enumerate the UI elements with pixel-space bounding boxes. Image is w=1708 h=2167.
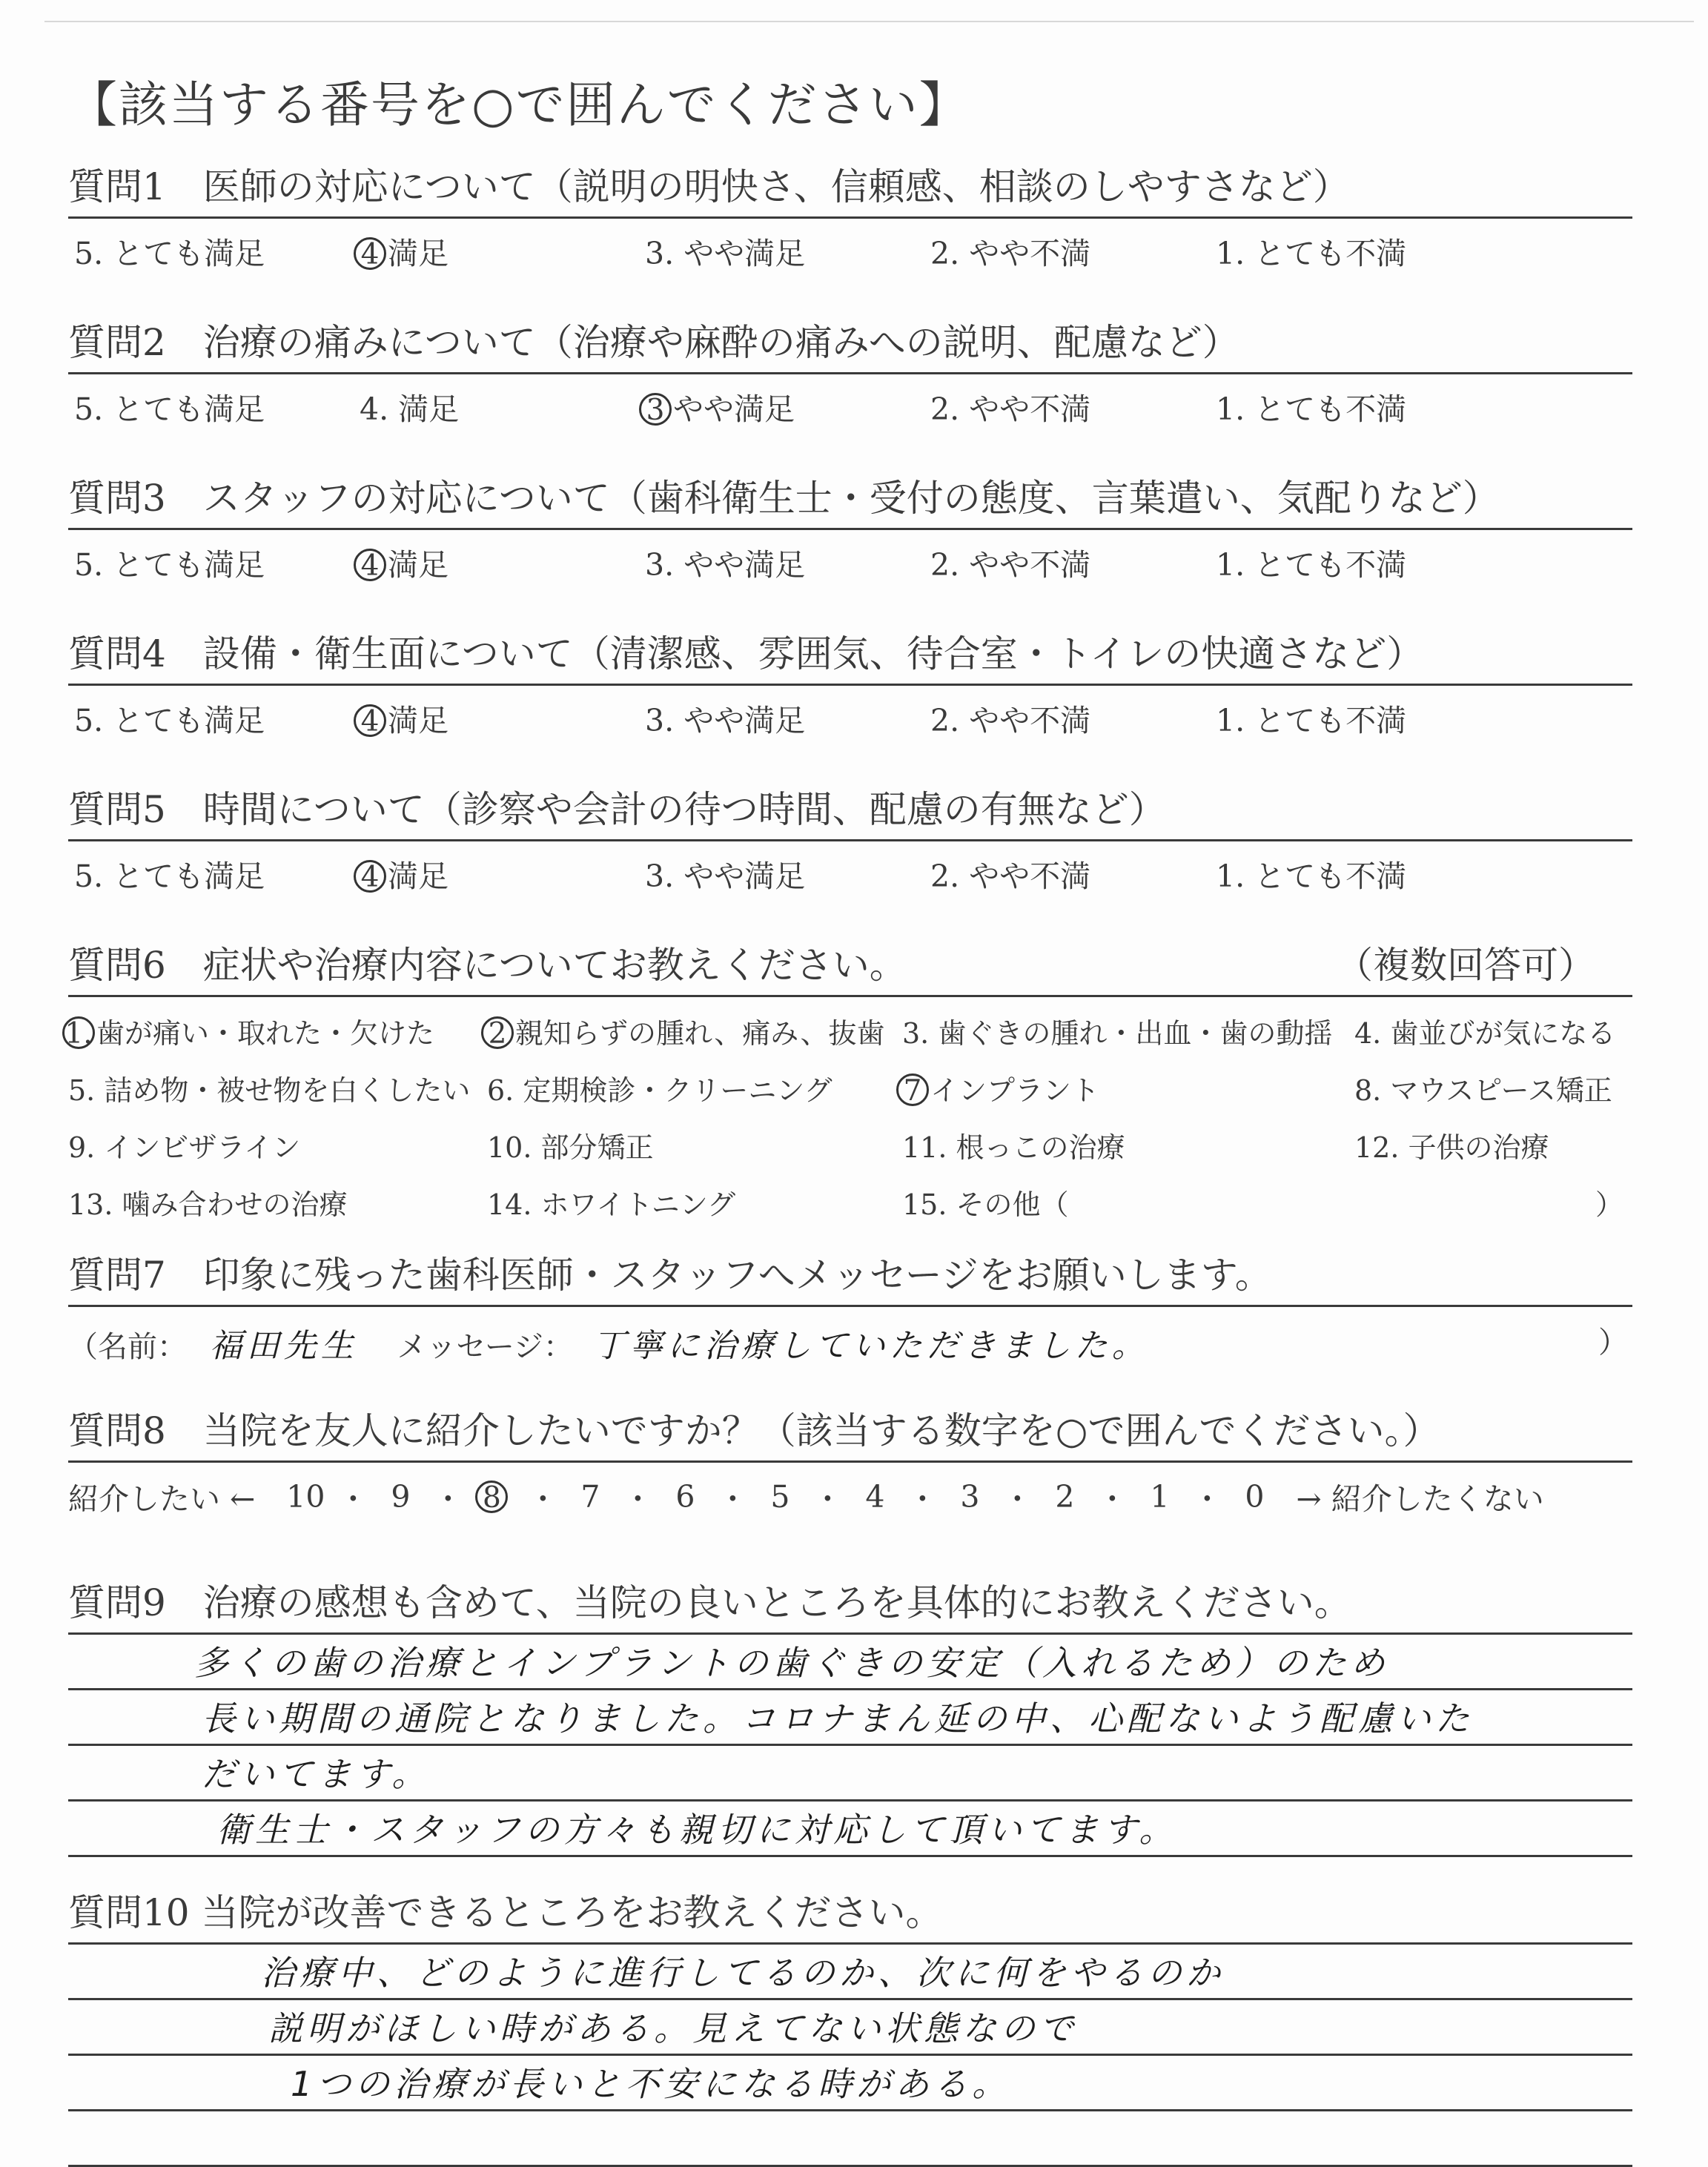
rule	[68, 684, 1632, 686]
rating-option-3[interactable]	[639, 696, 924, 740]
rating-option-label: 満足	[388, 703, 448, 738]
rating-option-2[interactable]	[924, 696, 1210, 740]
rating-option-label: 5. とても満足	[74, 547, 265, 583]
symptom-option-label: その他（	[956, 1188, 1069, 1221]
answer-line	[68, 2111, 1632, 2167]
symptom-option-label: 歯並びが気になる	[1390, 1017, 1616, 1050]
answer-text: 衛生士・スタッフの方々も親切に対応して頂いてます。	[216, 1810, 1178, 1850]
symptom-option-number: 5.	[68, 1074, 105, 1107]
rating-option-2[interactable]	[924, 385, 1210, 429]
symptom-option-label: マウスピース矯正	[1390, 1074, 1612, 1107]
close-paren: ）	[1598, 1326, 1628, 1360]
rating-option-label: 3. やや満足	[645, 858, 806, 894]
rating-option-3[interactable]	[639, 852, 924, 896]
rating-option-label: 1. とても不満	[1216, 391, 1407, 427]
symptom-option-label: 定期検診・クリーニング	[523, 1074, 833, 1107]
symptom-option[interactable]	[487, 1068, 902, 1108]
scale-number[interactable]: 2	[1055, 1478, 1075, 1515]
selected-circle-mark: 4	[354, 704, 386, 737]
symptom-option[interactable]	[68, 1182, 487, 1223]
symptom-option-label: 根っこの治療	[956, 1131, 1125, 1164]
symptom-option[interactable]	[902, 1010, 1354, 1051]
question-7	[68, 1245, 1632, 1363]
rating-option-label: 3. やや満足	[645, 703, 806, 738]
selected-circle-mark: 1.	[62, 1016, 95, 1049]
answer-text: 多くの歯の治療とインプラントの歯ぐきの安定（入れるため）のため	[194, 1643, 1389, 1683]
answer-line	[68, 1945, 1632, 2000]
rating-option-label: 4. 満足	[360, 391, 460, 427]
rating-option-3[interactable]	[639, 540, 924, 584]
rating-option-3[interactable]	[639, 229, 924, 273]
answer-line	[68, 1746, 1632, 1802]
rule	[68, 216, 1632, 219]
symptom-options-grid	[64, 1010, 1632, 1223]
scale-number[interactable]: 9	[391, 1478, 411, 1515]
selected-circle-mark: 7	[896, 1073, 929, 1106]
message-label: メッセージ：	[397, 1330, 574, 1364]
question-8-title: 質問8 当院を友人に紹介したいですか？（該当する数字を○で囲んでください。）	[68, 1409, 1440, 1452]
rule	[68, 1460, 1632, 1463]
rating-option-label: 2. やや不満	[930, 236, 1091, 271]
scale-separator: ・	[717, 1481, 748, 1517]
rule	[68, 1305, 1632, 1307]
rule	[68, 839, 1632, 841]
rating-option-4[interactable]	[354, 696, 639, 740]
scale-number[interactable]	[471, 1479, 519, 1515]
rating-option-5[interactable]	[68, 696, 354, 740]
scale-separator: ・	[812, 1481, 843, 1517]
scale-number[interactable]: 0	[1245, 1478, 1265, 1515]
symptom-option-number: 12.	[1354, 1131, 1409, 1164]
symptom-option[interactable]	[64, 1010, 487, 1051]
multiple-answer-note: （複数回答可）	[1336, 944, 1595, 987]
rating-option-1[interactable]	[1210, 229, 1495, 273]
symptom-option-number: 15.	[902, 1188, 956, 1221]
message-value: 丁寧に治療していただきました。	[592, 1327, 1149, 1365]
symptom-option-label: 詰め物・被せ物を白くしたい	[104, 1074, 471, 1107]
answer-text: だいてます。	[202, 1754, 431, 1794]
rating-option-label: やや満足	[673, 391, 795, 427]
symptom-option-number: 8.	[1354, 1074, 1391, 1107]
scale-separator: ・	[1002, 1481, 1033, 1517]
scale-number[interactable]: 7	[580, 1478, 600, 1515]
question-6-title-text: 質問6 症状や治療内容についてお教えください。	[68, 944, 907, 987]
symptom-option-label: ）	[1595, 1188, 1623, 1221]
rating-option-2[interactable]	[924, 852, 1210, 896]
rating-option-label: 3. やや満足	[645, 236, 806, 271]
scale-separator: ・	[1191, 1481, 1222, 1517]
rating-options	[68, 696, 1632, 740]
question-5	[68, 780, 1632, 896]
scale-separator: ・	[432, 1481, 463, 1517]
rating-option-4[interactable]	[354, 229, 639, 273]
symptom-option-label: 歯ぐきの腫れ・出血・歯の動揺	[938, 1017, 1333, 1050]
symptom-option-label: 歯が痛い・取れた・欠けた	[96, 1017, 435, 1050]
rating-option-1[interactable]	[1210, 385, 1495, 429]
rating-option-1[interactable]	[1210, 696, 1495, 740]
rating-option-4[interactable]	[354, 852, 639, 896]
rating-option-1[interactable]	[1210, 852, 1495, 896]
symptom-option-label: インビザライン	[104, 1131, 301, 1164]
answer-text: 長い期間の通院となりました。コロナまん延の中、心配ないよう配慮いた	[202, 1698, 1474, 1738]
scale-number[interactable]: 5	[770, 1478, 790, 1515]
rating-options	[68, 852, 1632, 896]
question-5-title: 質問5 時間について（診察や会計の待つ時間、配慮の有無など）	[68, 788, 1166, 831]
symptom-option-label: 親知らずの腫れ、痛み、抜歯	[515, 1017, 885, 1050]
rating-option-label: 3. やや満足	[645, 547, 806, 583]
symptom-option-label: 噛み合わせの治療	[122, 1188, 348, 1221]
scale-separator: ・	[1096, 1481, 1128, 1517]
rating-option-label: 5. とても満足	[74, 858, 265, 894]
answer-line	[68, 2000, 1632, 2056]
question-9-title: 質問9 治療の感想も含めて、当院の良いところを具体的にお教えください。	[68, 1581, 1351, 1624]
rating-option-label: 1. とても不満	[1216, 703, 1407, 738]
symptom-option[interactable]	[902, 1182, 1354, 1223]
symptom-option-label: 部分矯正	[540, 1131, 654, 1164]
rating-option-label: 1. とても不満	[1216, 236, 1407, 271]
rating-option-label: 5. とても満足	[74, 236, 265, 271]
scale-right-label: → 紹介したくない	[1296, 1481, 1544, 1517]
symptom-option[interactable]	[902, 1068, 1354, 1108]
question-3	[68, 469, 1632, 584]
rating-option-2[interactable]	[924, 540, 1210, 584]
symptom-option-number: 11.	[902, 1131, 956, 1164]
selected-circle-mark: 3	[639, 393, 672, 426]
answer-line	[68, 1635, 1632, 1690]
scale-number[interactable]: 6	[675, 1478, 695, 1515]
symptom-option-number: 3.	[902, 1017, 939, 1050]
rating-option-label: 2. やや不満	[930, 547, 1091, 583]
rating-option-label: 満足	[388, 547, 448, 583]
rule	[68, 995, 1632, 997]
symptom-option[interactable]	[1354, 1068, 1632, 1108]
rating-option-label: 2. やや不満	[930, 391, 1091, 427]
symptom-option[interactable]	[68, 1125, 487, 1165]
rating-option-label: 満足	[388, 236, 448, 271]
rating-option-5[interactable]	[68, 852, 354, 896]
question-3-title: 質問3 スタッフの対応について（歯科衛生士・受付の態度、言葉遣い、気配りなど）	[68, 477, 1500, 520]
symptom-option[interactable]	[1354, 1010, 1632, 1051]
question-4	[68, 624, 1632, 740]
rating-option-5[interactable]	[68, 385, 354, 429]
scale-number[interactable]: 1	[1150, 1478, 1170, 1515]
rule	[68, 372, 1632, 374]
rating-option-4[interactable]	[354, 540, 639, 584]
answer-line	[68, 2056, 1632, 2111]
selected-circle-mark: 2	[481, 1016, 514, 1049]
recommend-scale	[68, 1475, 1632, 1518]
answer-text: 1つの治療が長いと不安になる時がある。	[291, 2064, 1011, 2104]
question-8	[68, 1401, 1632, 1518]
answer-lines	[68, 1635, 1632, 1857]
message-line	[68, 1319, 1632, 1363]
symptom-option[interactable]	[68, 1068, 487, 1108]
selected-circle-mark: 4	[354, 860, 386, 893]
rating-option-5[interactable]	[68, 540, 354, 584]
selected-circle-mark: 4	[354, 549, 386, 581]
symptom-option[interactable]	[487, 1010, 902, 1051]
rating-option-label: 1. とても不満	[1216, 858, 1407, 894]
rating-option-label: 2. やや不満	[930, 703, 1091, 738]
rating-options	[68, 385, 1632, 429]
symptom-option[interactable]	[902, 1125, 1354, 1165]
scale-separator: ・	[907, 1481, 938, 1517]
answer-line	[68, 1690, 1632, 1746]
rating-option-5[interactable]	[68, 229, 354, 273]
symptom-option-number: 10.	[487, 1131, 541, 1164]
question-1-title: 質問1 医師の対応について（説明の明快さ、信頼感、相談のしやすさなど）	[68, 165, 1350, 208]
answer-text: 治療中、どのように進行してるのか、次に何をやるのか	[261, 1953, 1225, 1993]
scale-separator: ・	[622, 1481, 653, 1517]
symptom-option-number: 13.	[68, 1188, 122, 1221]
top-border	[44, 21, 1694, 22]
rating-option-1[interactable]	[1210, 540, 1495, 584]
question-6-title	[68, 936, 1632, 995]
rule	[68, 528, 1632, 530]
symptom-option	[1354, 1182, 1632, 1223]
scale-left-label: 紹介したい ←	[68, 1481, 256, 1517]
rating-option-2[interactable]	[924, 229, 1210, 273]
question-10	[68, 1883, 1632, 2167]
symptom-option-label: ホワイトニング	[540, 1188, 736, 1221]
rating-option-label: 2. やや不満	[930, 858, 1091, 894]
symptom-option-number: 14.	[487, 1188, 541, 1221]
question-9	[68, 1573, 1632, 1857]
symptom-option-number: 9.	[68, 1131, 105, 1164]
symptom-option-label: 子供の治療	[1408, 1131, 1549, 1164]
symptom-option-number: 4.	[1354, 1017, 1391, 1050]
symptom-option[interactable]	[487, 1125, 902, 1165]
rating-options	[68, 540, 1632, 584]
scale-separator: ・	[527, 1481, 558, 1517]
question-2-title: 質問2 治療の痛みについて（治療や麻酔の痛みへの説明、配慮など）	[68, 321, 1239, 364]
rating-option-label: 5. とても満足	[74, 703, 265, 738]
answer-text: 説明がほしい時がある。見えてない状態なので	[268, 2008, 1078, 2048]
rating-option-label: 1. とても不満	[1216, 547, 1407, 583]
scale-number[interactable]: 4	[865, 1478, 885, 1515]
name-label: （名前：	[68, 1330, 187, 1364]
answer-line	[68, 1802, 1632, 1857]
answer-lines	[68, 1945, 1632, 2167]
symptom-option[interactable]	[487, 1182, 902, 1223]
selected-circle-mark: 8	[475, 1480, 508, 1513]
rating-option-4[interactable]	[354, 385, 639, 429]
symptom-option-label: インプラント	[930, 1074, 1100, 1107]
form-header: 【該当する番号を○で囲んでください】	[68, 76, 970, 133]
rating-options	[68, 229, 1632, 273]
scale-number[interactable]: 10	[286, 1478, 325, 1515]
name-value: 福田先生	[209, 1327, 358, 1365]
question-1	[68, 157, 1632, 273]
rating-option-label: 満足	[388, 858, 448, 894]
question-4-title: 質問4 設備・衛生面について（清潔感、雰囲気、待合室・トイレの快適さなど）	[68, 632, 1424, 675]
rating-option-label: 5. とても満足	[74, 391, 265, 427]
symptom-option[interactable]	[1354, 1125, 1632, 1165]
selected-circle-mark: 4	[354, 237, 386, 270]
scale-number[interactable]: 3	[960, 1478, 980, 1515]
question-6	[64, 936, 1632, 1223]
rating-option-3[interactable]	[639, 385, 924, 429]
symptom-option-number: 6.	[487, 1074, 523, 1107]
question-10-title: 質問10 当院が改善できるところをお教えください。	[68, 1891, 943, 1934]
question-2	[68, 313, 1632, 429]
scale-separator: ・	[337, 1481, 368, 1517]
question-7-title: 質問7 印象に残った歯科医師・スタッフへメッセージをお願いします。	[68, 1254, 1272, 1297]
